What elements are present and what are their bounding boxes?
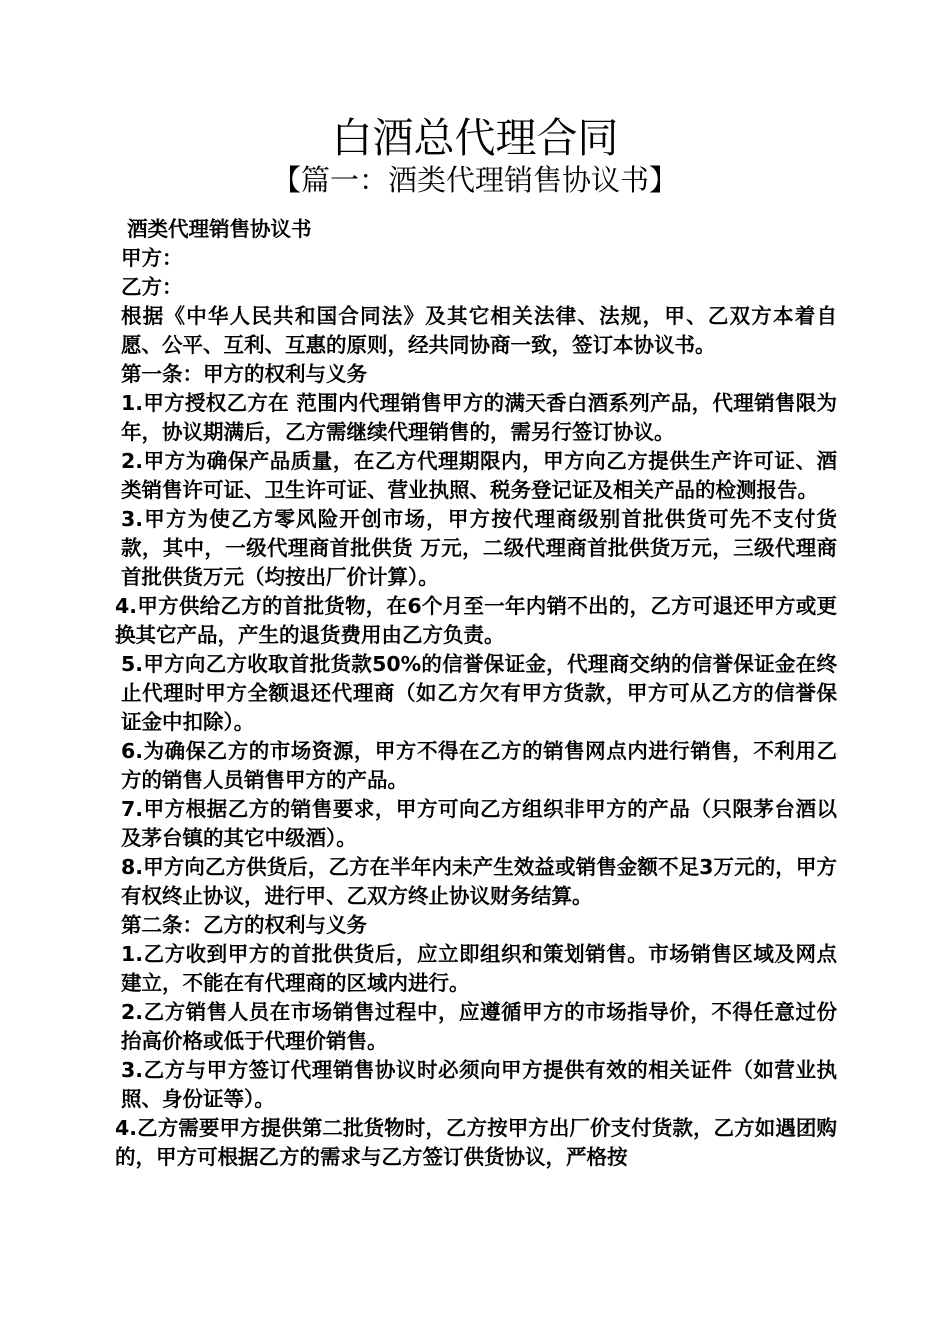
party-a-line: 甲方： xyxy=(121,246,183,270)
agreement-heading: 酒类代理销售协议书 xyxy=(127,217,312,241)
preamble-paragraph: 根据《中华人民共和国合同法》及其它相关法律、法规，甲、乙双方本着自愿、公平、互利、互惠的原则，经共同协商一致，签订本协议书。 xyxy=(121,304,837,357)
article-one-clause: 4.甲方供给乙方的首批货物，在6个月至一年内销不出的，乙方可退还甲方或更换其它产品，产生的退货费用由乙方负责。 xyxy=(115,594,837,647)
document-title: 白酒总代理合同 xyxy=(331,114,619,162)
article-one-clause: 7.甲方根据乙方的销售要求，甲方可向乙方组织非甲方的产品（只限茅台酒以及茅台镇的其它中级酒）。 xyxy=(121,797,837,850)
party-b-line: 乙方： xyxy=(121,275,183,299)
article-two-clause: 3.乙方与甲方签订代理销售协议时必须向甲方提供有效的相关证件（如营业执照、身份证等）。 xyxy=(121,1058,837,1111)
article-two-clause: 4.乙方需要甲方提供第二批货物时，乙方按甲方出厂价支付货款，乙方如遇团购的，甲方可根据乙方的需求与乙方签订供货协议，严格按 xyxy=(115,1116,837,1169)
article-one-clause: 8.甲方向乙方供货后，乙方在半年内未产生效益或销售金额不足3万元的，甲方有权终止协议，进行甲、乙双方终止协议财务结算。 xyxy=(121,855,837,908)
article-one-heading: 第一条：甲方的权利与义务 xyxy=(121,362,367,386)
article-one-clause: 2.甲方为确保产品质量，在乙方代理期限内，甲方向乙方提供生产许可证、酒类销售许可证、卫生许可证、营业执照、税务登记证及相关产品的检测报告。 xyxy=(121,449,837,502)
article-one-clause: 6.为确保乙方的市场资源，甲方不得在乙方的销售网点内进行销售，不利用乙方的销售人员销售甲方的产品。 xyxy=(121,739,837,792)
article-two-heading: 第二条：乙方的权利与义务 xyxy=(121,913,367,937)
document-body xyxy=(115,215,837,1172)
article-one-clause: 5.甲方向乙方收取首批货款50%的信誉保证金，代理商交纳的信誉保证金在终止代理时甲方全额退还代理商（如乙方欠有甲方货款，甲方可从乙方的信誉保证金中扣除）。 xyxy=(121,652,837,734)
document-subtitle: 【篇一：酒类代理销售协议书】 xyxy=(271,163,678,197)
article-one-clause: 1.甲方授权乙方在 范围内代理销售甲方的满天香白酒系列产品，代理销售限为年，协议期满后，乙方需继续代理销售的，需另行签订协议。 xyxy=(121,391,837,444)
article-two-clause: 2.乙方销售人员在市场销售过程中，应遵循甲方的市场指导价，不得任意过份抬高价格或低于代理价销售。 xyxy=(121,1000,837,1053)
article-one-clause: 3.甲方为使乙方零风险开创市场，甲方按代理商级别首批供货可先不支付货款，其中，一级代理商首批供货 万元，二级代理商首批供货万元，三级代理商首批供货万元（均按出厂价计算）。 xyxy=(121,507,837,589)
article-two-clause: 1.乙方收到甲方的首批供货后，应立即组织和策划销售。市场销售区域及网点建立，不能在有代理商的区域内进行。 xyxy=(121,942,837,995)
